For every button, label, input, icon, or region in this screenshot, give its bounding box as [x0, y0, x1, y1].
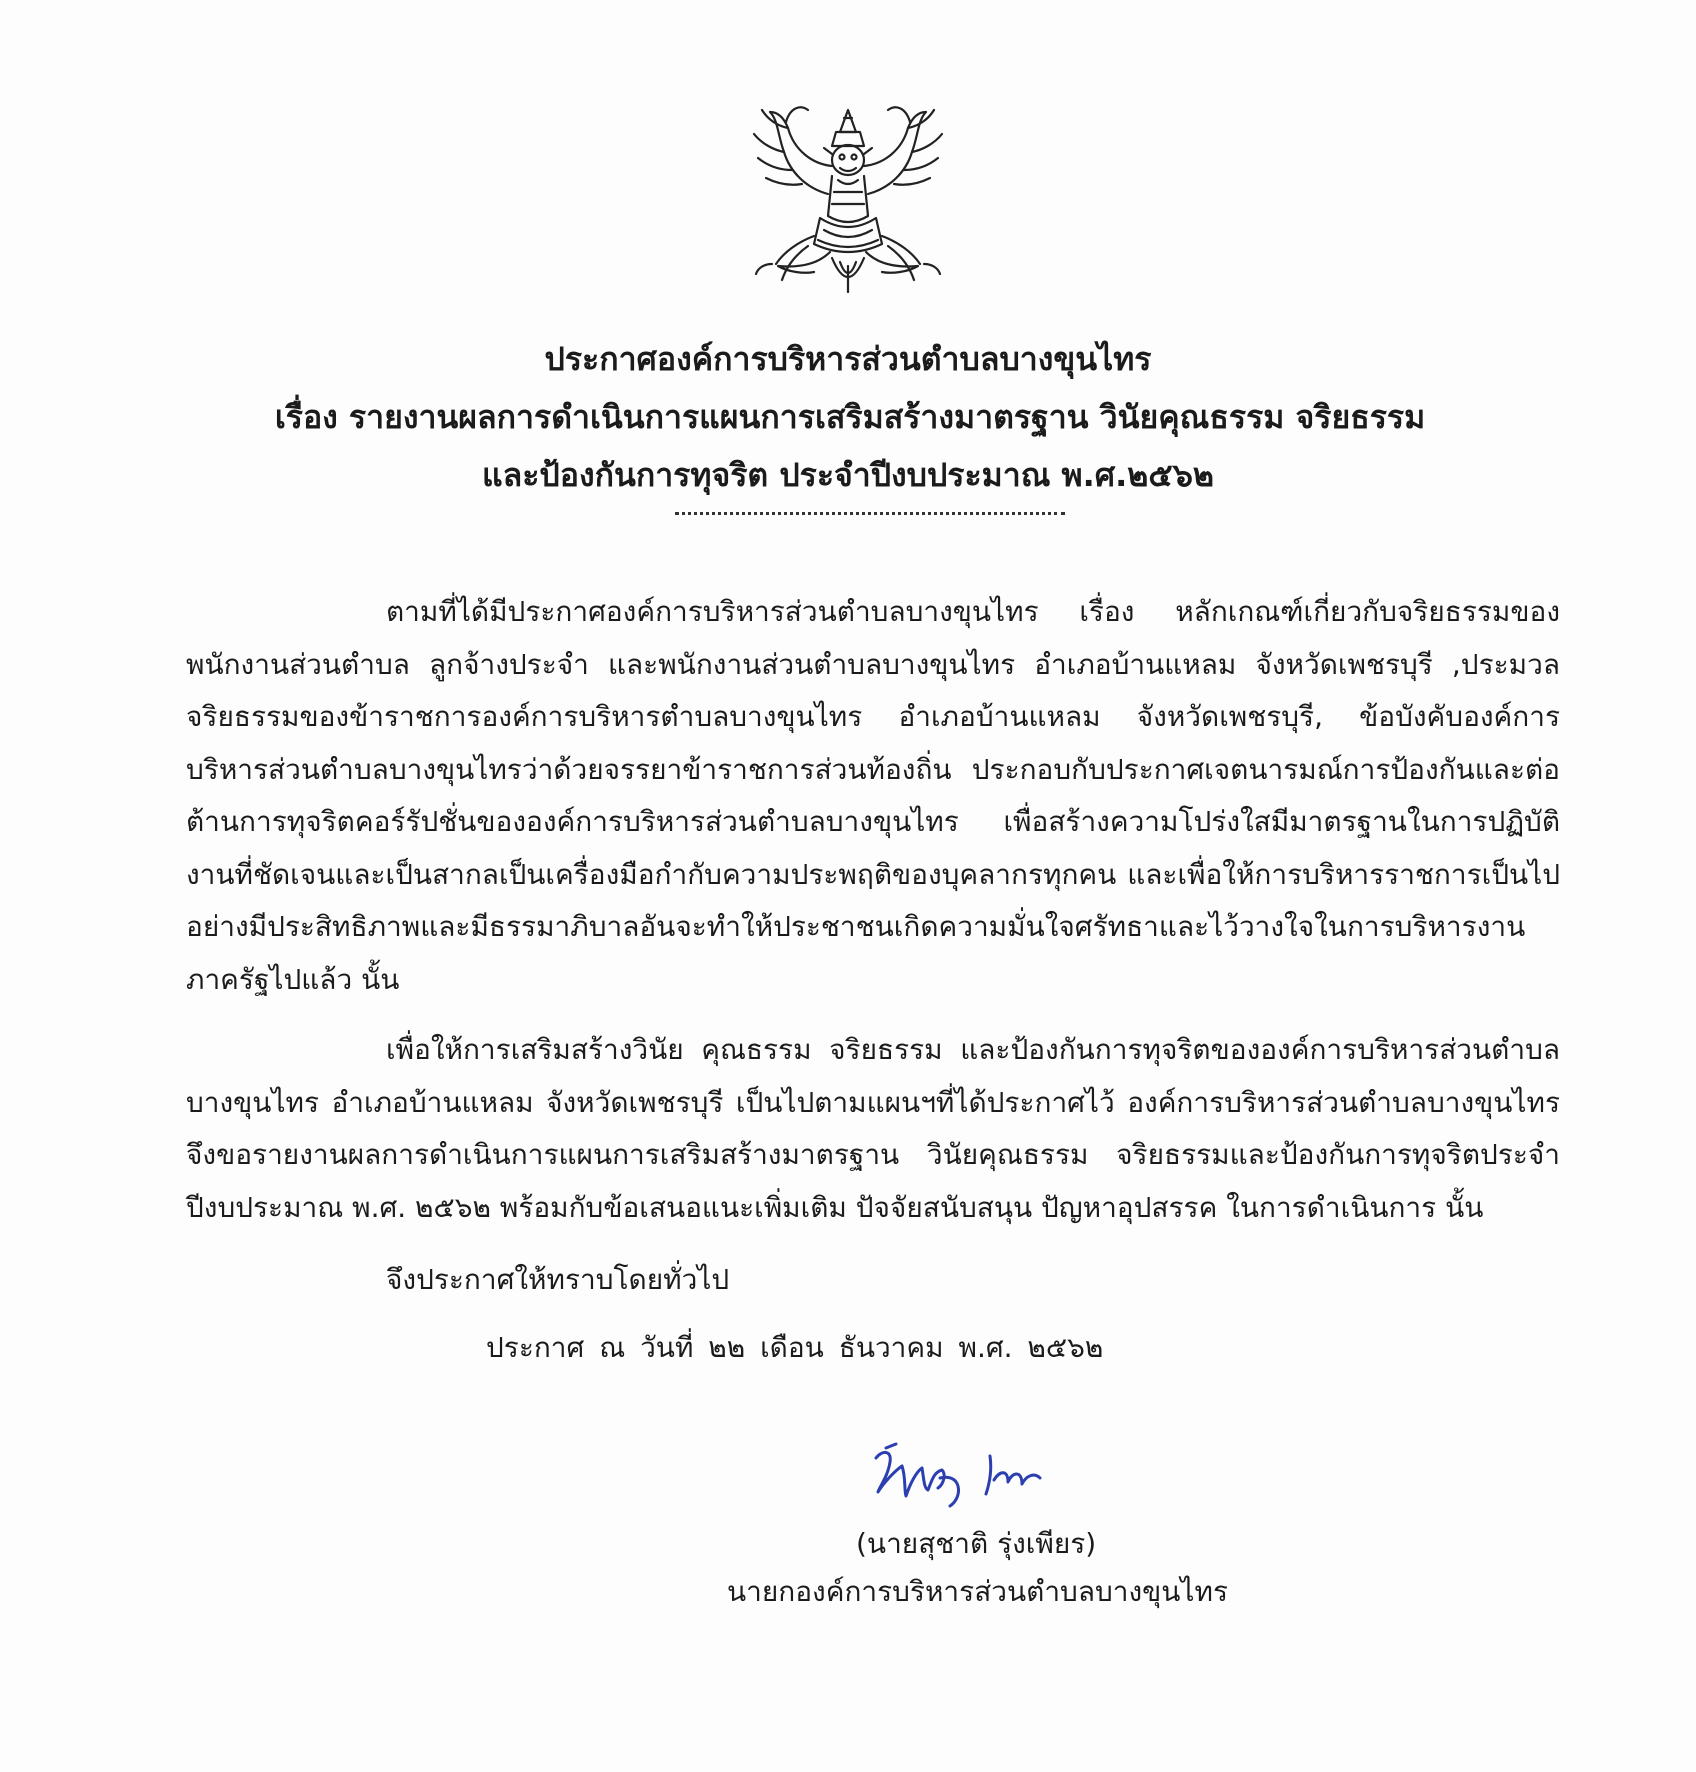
- signer-position: นายกองค์การบริหารส่วนตำบลบางขุนไทร: [727, 1575, 1229, 1608]
- signer-name: (นายสุชาติ รุ่งเพียร): [856, 1527, 1097, 1560]
- garuda-emblem-icon: [748, 96, 948, 298]
- paragraph-1-text: ตามที่ได้มีประกาศองค์การบริหารส่วนตำบลบางขุนไทร เรื่อง หลักเกณฑ์เกี่ยวกับจริยธรรมของพนักงานส่วนตำบล ลูกจ้างประจำ และพนักงานส่วนตำบลบางขุนไทร อำเภอบ้านแหลม จังหวัดเพชรบุรี ,ประมวลจริยธรรมของข้าราชการองค์การบริหารตำบลบางขุนไทร อำเภอบ้านแหลม จังหวัดเพชรบุรี, ข้อบังคับองค์การบริหารส่วนตำบลบางขุนไทรว่าด้วยจรรยาข้าราชการส่วนท้องถิ่น ประกอบกับประกาศเจตนารมณ์การป้องกันและต่อต้านการทุจริตคอร์รัปชั่นขององค์การบริหารส่วนตำบลบางขุนไทร เพื่อสร้างความโปร่งใสมีมาตรฐานในการปฏิบัติงานที่ชัดเจนและเป็นสากลเป็นเครื่องมือกำกับความประพฤติของบุคลากรทุกคน และเพื่อให้การบริหารราชการเป็นไปอย่างมีประสิทธิภาพและมีธรรมาภิบาลอันจะทำให้ประชาชนเกิดความมั่นใจศรัทธาและไว้วางใจในการบริหารงานภาครัฐไปแล้ว นั้น: [186, 595, 1560, 996]
- document-heading: [200, 330, 1496, 504]
- paragraph-2: [186, 1024, 1560, 1234]
- title-line-3: และป้องกันการทุจริต ประจำปีงบประมาณ พ.ศ.๒๕๖๒: [482, 456, 1214, 494]
- document-body: [186, 586, 1560, 1234]
- dotted-divider: [675, 512, 1065, 515]
- paragraph-2-text: เพื่อให้การเสริมสร้างวินัย คุณธรรม จริยธรรม และป้องกันการทุจริตขององค์การบริหารส่วนตำบลบางขุนไทร อำเภอบ้านแหลม จังหวัดเพชรบุรี เป็นไปตามแผนฯที่ได้ประกาศไว้ องค์การบริหารส่วนตำบลบางขุนไทร จึงขอรายงานผลการดำเนินการแผนการเสริมสร้างมาตรฐาน วินัยคุณธรรม จริยธรรมและป้องกันการทุจริตประจำปีงบประมาณ พ.ศ. ๒๕๖๒ พร้อมกับข้อเสนอแนะเพิ่มเติม ปัจจัยสนับสนุน ปัญหาอุปสรรค ในการดำเนินการ นั้น: [186, 1033, 1560, 1224]
- announcement-date: ประกาศ ณ วันที่ ๒๒ เดือน ธันวาคม พ.ศ. ๒๕๖๒: [486, 1331, 1104, 1364]
- paragraph-1: [186, 586, 1560, 1006]
- handwritten-signature: [862, 1436, 1052, 1512]
- title-line-2: เรื่อง รายงานผลการดำเนินการแผนการเสริมสร้างมาตรฐาน วินัยคุณธรรม จริยธรรม: [274, 398, 1426, 436]
- closing-announcement: จึงประกาศให้ทราบโดยทั่วไป: [386, 1263, 730, 1296]
- title-line-1: ประกาศองค์การบริหารส่วนตำบลบางขุนไทร: [544, 340, 1152, 378]
